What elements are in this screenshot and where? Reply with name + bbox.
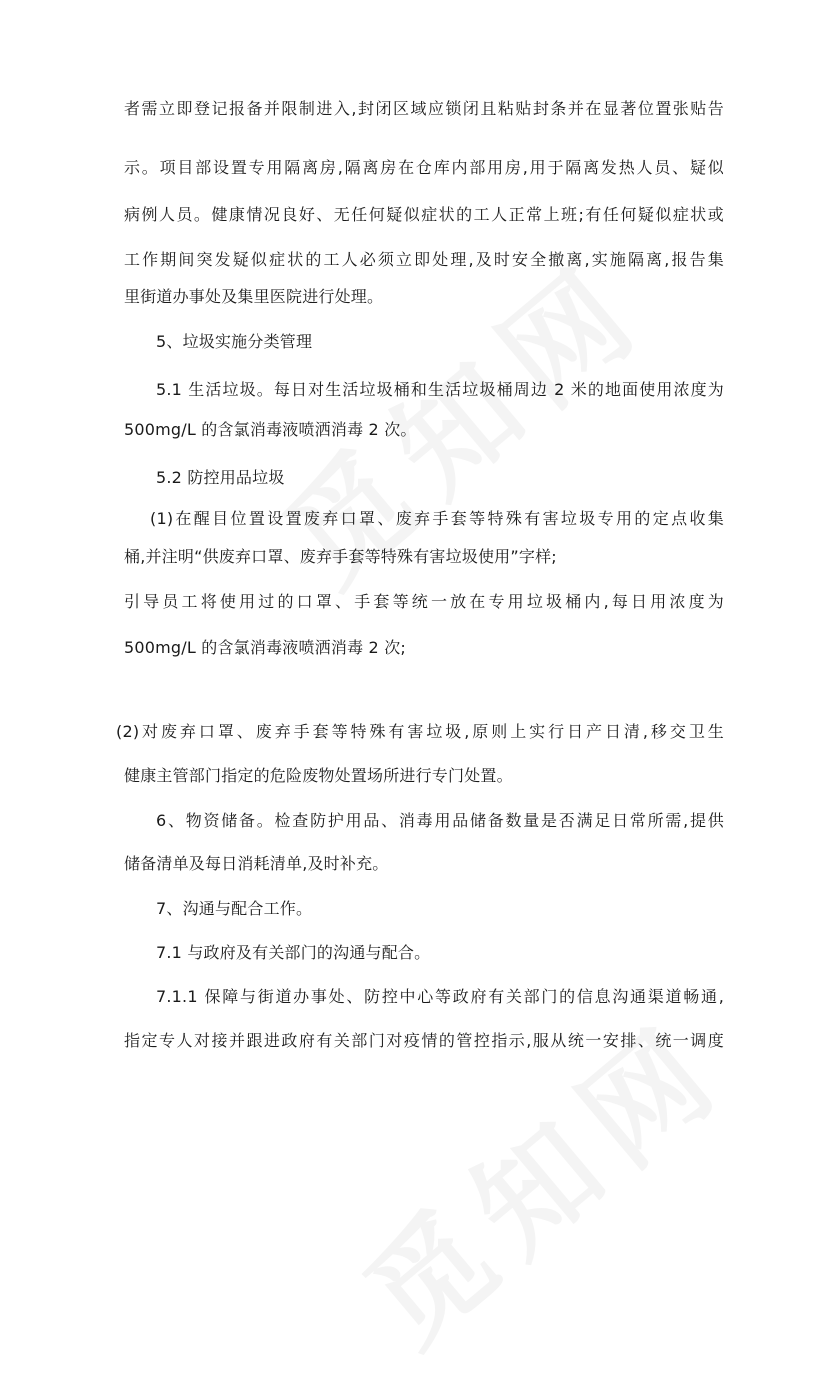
section-heading: 7、沟通与配合工作。: [156, 899, 313, 918]
paragraph-line: (1)在醒目位置设置废弃口罩、废弃手套等特殊有害垃圾专用的定点收集: [150, 509, 724, 528]
paragraph-line: 7.1.1 保障与街道办事处、防控中心等政府有关部门的信息沟通渠道畅通,: [156, 987, 724, 1006]
paragraph-line: 健康主管部门指定的危险废物处置场所进行专门处置。: [124, 766, 513, 785]
paragraph-line: 者需立即登记报备并限制进入,封闭区域应锁闭且粘贴封条并在显著位置张贴告: [124, 99, 724, 118]
paragraph-line: 引导员工将使用过的口罩、手套等统一放在专用垃圾桶内,每日用浓度为: [124, 592, 724, 611]
subsection-heading: 5.2 防控用品垃圾: [156, 468, 285, 487]
paragraph-line: (2)对废弃口罩、废弃手套等特殊有害垃圾,原则上实行日产日清,移交卫生: [116, 722, 724, 741]
section-heading: 5、垃圾实施分类管理: [156, 332, 313, 351]
paragraph-line: 工作期间突发疑似症状的工人必须立即处理,及时安全撤离,实施隔离,报告集: [124, 250, 724, 269]
paragraph-line: 储备清单及每日消耗清单,及时补充。: [124, 854, 389, 873]
subsection-heading: 7.1 与政府及有关部门的沟通与配合。: [156, 943, 431, 962]
paragraph-line: 示。项目部设置专用隔离房,隔离房在仓库内部用房,用于隔离发热人员、疑似: [124, 158, 724, 177]
paragraph-line: 里街道办事处及集里医院进行处理。: [124, 287, 384, 306]
paragraph-line: 桶,并注明“供废弃口罩、废弃手套等特殊有害垃圾使用”字样;: [124, 547, 557, 566]
paragraph-line: 病例人员。健康情况良好、无任何疑似症状的工人正常上班;有任何疑似症状或: [124, 205, 724, 224]
paragraph-line: 500mg/L 的含氯消毒液喷洒消毒 2 次;: [124, 638, 407, 657]
paragraph-line: 6、物资储备。检查防护用品、消毒用品储备数量是否满足日常所需,提供: [156, 811, 724, 830]
paragraph-line: 指定专人对接并跟进政府有关部门对疫情的管控指示,服从统一安排、统一调度: [124, 1031, 724, 1050]
paragraph-line: 5.1 生活垃圾。每日对生活垃圾桶和生活垃圾桶周边 2 米的地面使用浓度为: [156, 380, 724, 399]
paragraph-line: 500mg/L 的含氯消毒液喷洒消毒 2 次。: [124, 420, 417, 439]
